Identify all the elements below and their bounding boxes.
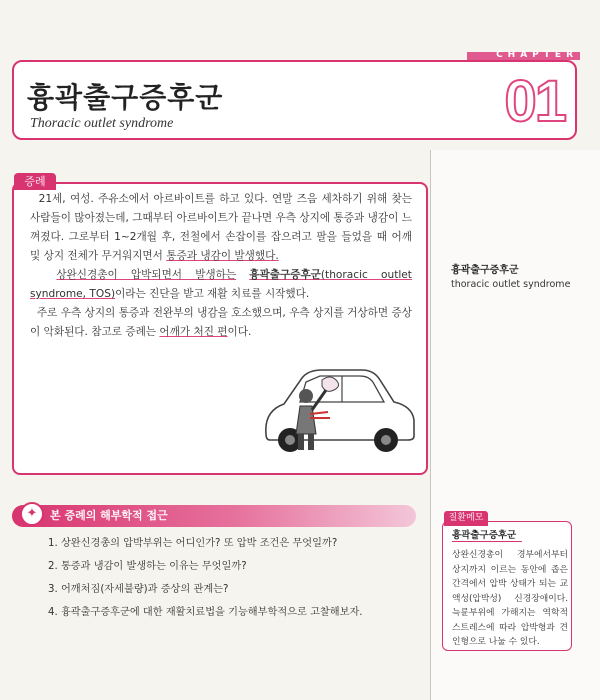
case-p2-space: [236, 269, 249, 281]
case-p3-text: 주로 우측 상지의 통증과 전완부의 냉감을 호소했으며, 우측 상지를 거상하면 증상이 악화된다. 참고로 증례는: [30, 307, 412, 338]
disease-memo-tab: 질환메모: [444, 511, 488, 526]
question-item: 2. 통증과 냉감이 발생하는 이유는 무엇일까?: [48, 561, 247, 572]
side-term-korean: 흉곽출구증후군: [451, 265, 519, 276]
case-p2-end: 이라는 진단을 받고 재활 치료를 시작했다.: [115, 288, 310, 300]
memo-title-underline: [452, 541, 522, 542]
chapter-stripe: [467, 52, 580, 60]
page-title: 흉곽출구증후군: [27, 81, 224, 114]
car-wash-illustration: [262, 356, 418, 456]
case-tab: 증례: [14, 173, 56, 190]
case-paragraph-3: [30, 304, 412, 342]
page-subtitle: Thoracic outlet syndrome: [30, 116, 174, 131]
case-p1-underline: 통증과 냉감이 발생했다.: [166, 250, 279, 262]
side-term-note: [451, 263, 591, 292]
case-paragraph-2: [30, 266, 412, 304]
case-p1-text: 21세, 여성. 주유소에서 아르바이트를 하고 있다. 연말 즈음 세차하기 위해 찾는 사람들이 많아졌는데, 그때부터 아르바이트가 끝나면 우측 상지에 통증과 냉감이 느껴졌다. 그로부터 1~2개월 후, 전철에서 손잡이를 잡으려고 팔을 들었을 때 어깨 및 상지 전체가 무거워지면서: [30, 193, 412, 262]
disease-memo-text: 상완신경총이 경부에서부터 상지까지 이르는 동안에 좁은 간격에서 압박 상태가 되는 교액성(압박성) 신경장애이다. 늑륜부위에 가해지는 역학적 스트레스에 따라 압박형과 견인형으로 나눌 수 있다.: [452, 550, 568, 647]
chapter-number: 01: [504, 69, 565, 134]
disease-memo-title: 흉곽출구증후군: [452, 530, 517, 541]
question-item: 4. 흉곽출구증후군에 대한 재활치료법을 기능해부학적으로 고찰해보자.: [48, 607, 363, 618]
case-p3-end: 이다.: [227, 326, 252, 338]
lightbulb-icon: ✦: [20, 502, 44, 526]
case-p2-underline-2: (thoracic outlet syndrome, TOS): [30, 269, 412, 300]
case-text: [30, 190, 412, 342]
questions-list: [48, 532, 418, 624]
case-p2-bold: 흉곽출구증후군: [249, 269, 321, 281]
question-item: 3. 어깨처짐(자세불량)과 증상의 관계는?: [48, 584, 229, 595]
column-divider: [430, 150, 431, 700]
case-p2-underline-1: 상완신경총이 압박되면서 발생하는: [56, 269, 237, 281]
questions-title: 본 증례의 해부학적 접근: [50, 509, 168, 522]
case-paragraph-1: [30, 190, 412, 266]
case-p3-underline: 어깨가 처진 편: [159, 326, 228, 338]
chapter-label: CHAPTER: [496, 50, 578, 60]
side-term-english: thoracic outlet syndrome: [451, 279, 571, 290]
question-item: 1. 상완신경총의 압박부위는 어디인가? 또 압박 조건은 무엇일까?: [48, 538, 338, 549]
